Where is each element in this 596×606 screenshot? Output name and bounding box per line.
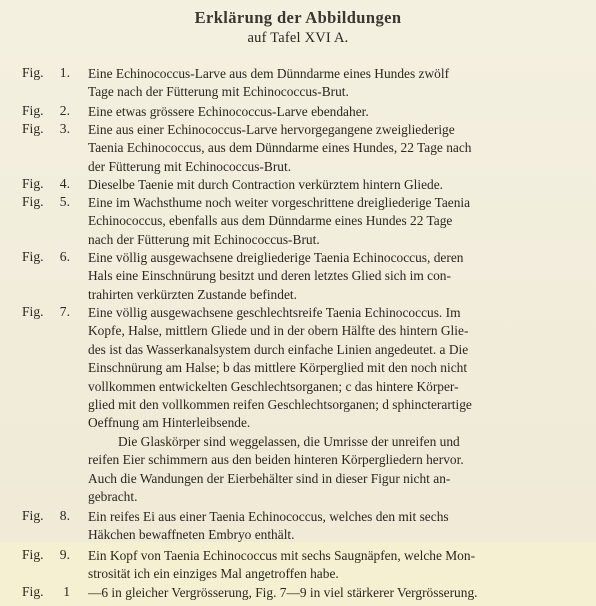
description-line: Eine völlig ausgewachsene geschlechtsreife Taenia Echinococcus. Im: [88, 305, 461, 320]
figure-label: Fig.: [22, 121, 44, 136]
figure-description: [88, 249, 586, 304]
figure-description: [88, 584, 586, 602]
figure-label: Fig.: [22, 304, 44, 319]
figure-label: Fig.: [22, 547, 44, 562]
description-line: der Fütterung mit Echinococcus-Brut.: [88, 158, 292, 174]
continuation-line: gebracht.: [88, 488, 138, 504]
figure-number: 1: [63, 584, 70, 599]
figure-description: [88, 65, 586, 102]
description-line: glied mit den vollkommen reifen Geschlechtsorganen; d sphincterartige: [88, 396, 472, 412]
description-line: Dieselbe Taenie mit durch Contraction verkürztem hintern Gliede.: [88, 177, 444, 192]
description-line: Eine Echinococcus-Larve aus dem Dünndarme eines Hundes zwölf: [88, 66, 450, 81]
figure-description: [88, 194, 586, 249]
figure-label: Fig.: [22, 584, 44, 599]
figure-label: Fig.: [22, 194, 44, 209]
description-line: Häkchen bewaffneten Embryo enthält.: [88, 527, 295, 543]
figure-number: 4.: [59, 176, 70, 191]
figure-description: [88, 547, 586, 584]
description-line: Oeffnung am Hinterleibsende.: [88, 415, 251, 431]
figure-description: [88, 508, 586, 545]
figure-number: 7.: [59, 304, 70, 319]
figure-description: [88, 304, 586, 506]
description-line: Ein Kopf von Taenia Echinococcus mit sechs Saugnäpfen, welche Mon-: [88, 548, 476, 563]
figure-label: Fig.: [22, 176, 44, 191]
description-line: vollkommen entwickelten Geschlechtsorganen; c das hintere Körper-: [88, 378, 459, 394]
description-line: Taenia Echinococcus, aus dem Dünndarme eines Hundes, 22 Tage nach: [88, 140, 472, 156]
description-line: Eine im Wachsthume noch weiter vorgeschrittene dreigliederige Taenia: [88, 195, 471, 210]
figure-number: 2.: [59, 103, 70, 118]
figure-label: Fig.: [22, 249, 44, 264]
description-line: strosität ich ein einziges Mal angetroffen habe.: [88, 566, 339, 582]
figure-label: Fig.: [22, 65, 44, 80]
figure-description: [88, 176, 586, 194]
description-line: Hals eine Einschnürung besitzt und deren letztes Glied sich im con-: [88, 268, 451, 284]
description-line: Eine aus einer Echinococcus-Larve hervorgegangene zweigliederige: [88, 122, 455, 137]
figure-label: Fig.: [22, 508, 44, 523]
description-line: Einschnürung am Halse; b das mittlere Körperglied mit den noch nicht: [88, 360, 468, 376]
description-line: trahirten verkürzten Zustande befindet.: [88, 286, 297, 302]
figure-number: 8.: [59, 508, 70, 523]
figure-number: 3.: [59, 121, 70, 136]
figure-label: Fig.: [22, 103, 44, 118]
description-line: Eine völlig ausgewachsene dreigliederige Taenia Echinococcus, deren: [88, 250, 464, 265]
figure-number: 5.: [59, 194, 70, 209]
description-line: Kopfe, Halse, mittlern Gliede und in der obern Hälfte des hintern Glie-: [88, 323, 469, 339]
description-line: des ist das Wasserkanalsystem durch einfache Linien angedeutet. a Die: [88, 341, 469, 357]
description-line: —6 in gleicher Vergrösserung, Fig. 7—9 in viel stärkerer Vergrösserung.: [88, 585, 478, 600]
continuation-line: Die Glaskörper sind weggelassen, die Umrisse der unreifen und: [118, 433, 460, 449]
description-line: nach der Fütterung mit Echinococcus-Brut.: [88, 231, 320, 247]
continuation-line: reifen Eier schimmern aus den beiden hinteren Körpergliedern hervor.: [88, 452, 464, 468]
description-line: Eine etwas grössere Echinococcus-Larve ebendaher.: [88, 104, 369, 119]
description-line: Echinococcus, ebenfalls aus dem Dünndarme eines Hundes 22 Tage: [88, 213, 453, 229]
description-line: Tage nach der Fütterung mit Echinococcus-Brut.: [88, 84, 349, 100]
figure-number: 1.: [59, 65, 70, 80]
figure-description: [88, 121, 586, 176]
continuation-line: Auch die Wandungen der Eierbehälter sind in dieser Figur nicht an-: [88, 470, 451, 486]
page-subtitle: auf Tafel XVI A.: [247, 30, 349, 46]
figure-number: 9.: [59, 547, 70, 562]
description-line: Ein reifes Ei aus einer Taenia Echinococcus, welches den mit sechs: [88, 509, 449, 524]
page-title: Erklärung der Abbildungen: [194, 8, 402, 27]
figure-number: 6.: [59, 249, 70, 264]
figure-description: [88, 103, 586, 121]
